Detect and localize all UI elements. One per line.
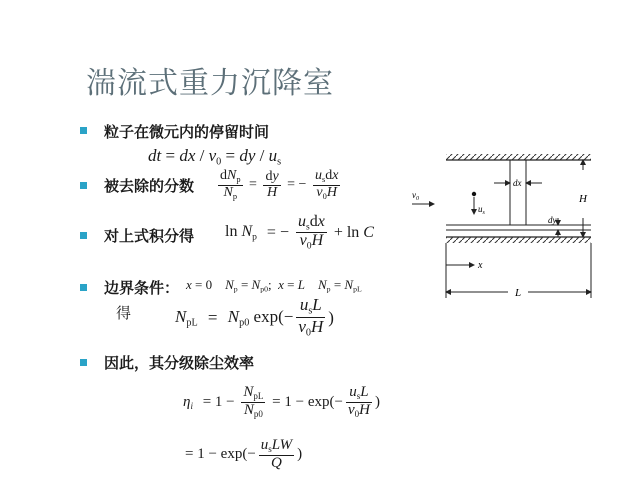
settling-chamber-diagram	[408, 150, 598, 300]
x-axis-label: x	[478, 260, 483, 271]
equation-residence-time: dt = dx / $v_0$ = dy / $u_s$	[148, 146, 282, 168]
equation-efficiency-2: = 1 − exp(− $\frac{u_sLW}{Q}$ )	[185, 437, 303, 471]
bottom-wall	[446, 237, 591, 243]
equation-result: $N_{pL} = N_{p0}$ exp(− $\frac{u_sL}{v_0H}$ )	[175, 295, 334, 339]
height-label: H	[579, 193, 587, 205]
equation-integral: $\ln N_p$ = − $\frac{u_sdx}{v_0H}$ + ln C	[225, 213, 374, 252]
de-label: 得	[116, 304, 132, 322]
equation-removed-fraction: $\frac{dN_p}{N_p}$ = $\frac{dy}{H}$ = − $\frac{u_sdx}{v_0H}$	[220, 168, 339, 201]
bullet-boundary-conditions: 边界条件：	[104, 279, 180, 297]
bullet-removed-fraction: 被去除的分数	[104, 177, 195, 195]
bullet-marker	[80, 182, 87, 189]
bullet-integrate: 对上式积分得	[104, 227, 195, 245]
bullet-grade-efficiency: 因此，其分级除尘效率	[104, 354, 255, 372]
bullet-marker	[80, 127, 87, 134]
bullet-marker	[80, 284, 87, 291]
top-wall	[446, 154, 591, 160]
dy-label: dy	[548, 215, 557, 225]
bullet-marker	[80, 359, 87, 366]
length-label: L	[515, 287, 522, 299]
slide-title: 湍流式重力沉降室	[86, 66, 334, 101]
bullet-marker	[80, 232, 87, 239]
equation-efficiency-1: $\eta_i = 1$ − $\frac{N_{pL}}{N_{p0}}$ = 1 − exp(− $\frac{u_sL}{v_0H}$ )	[183, 384, 380, 419]
dx-label: dx	[513, 178, 522, 188]
bullet-residence-time: 粒子在微元内的停留时间	[104, 123, 270, 141]
boundary-conditions: x = 0 $N_p = N_{p0}$; x = L $N_p = N_{pL}$	[186, 277, 362, 294]
inlet-velocity-label: $v_0$	[412, 190, 419, 202]
settling-velocity-label: $u_s$	[478, 204, 485, 216]
particle	[472, 192, 476, 196]
